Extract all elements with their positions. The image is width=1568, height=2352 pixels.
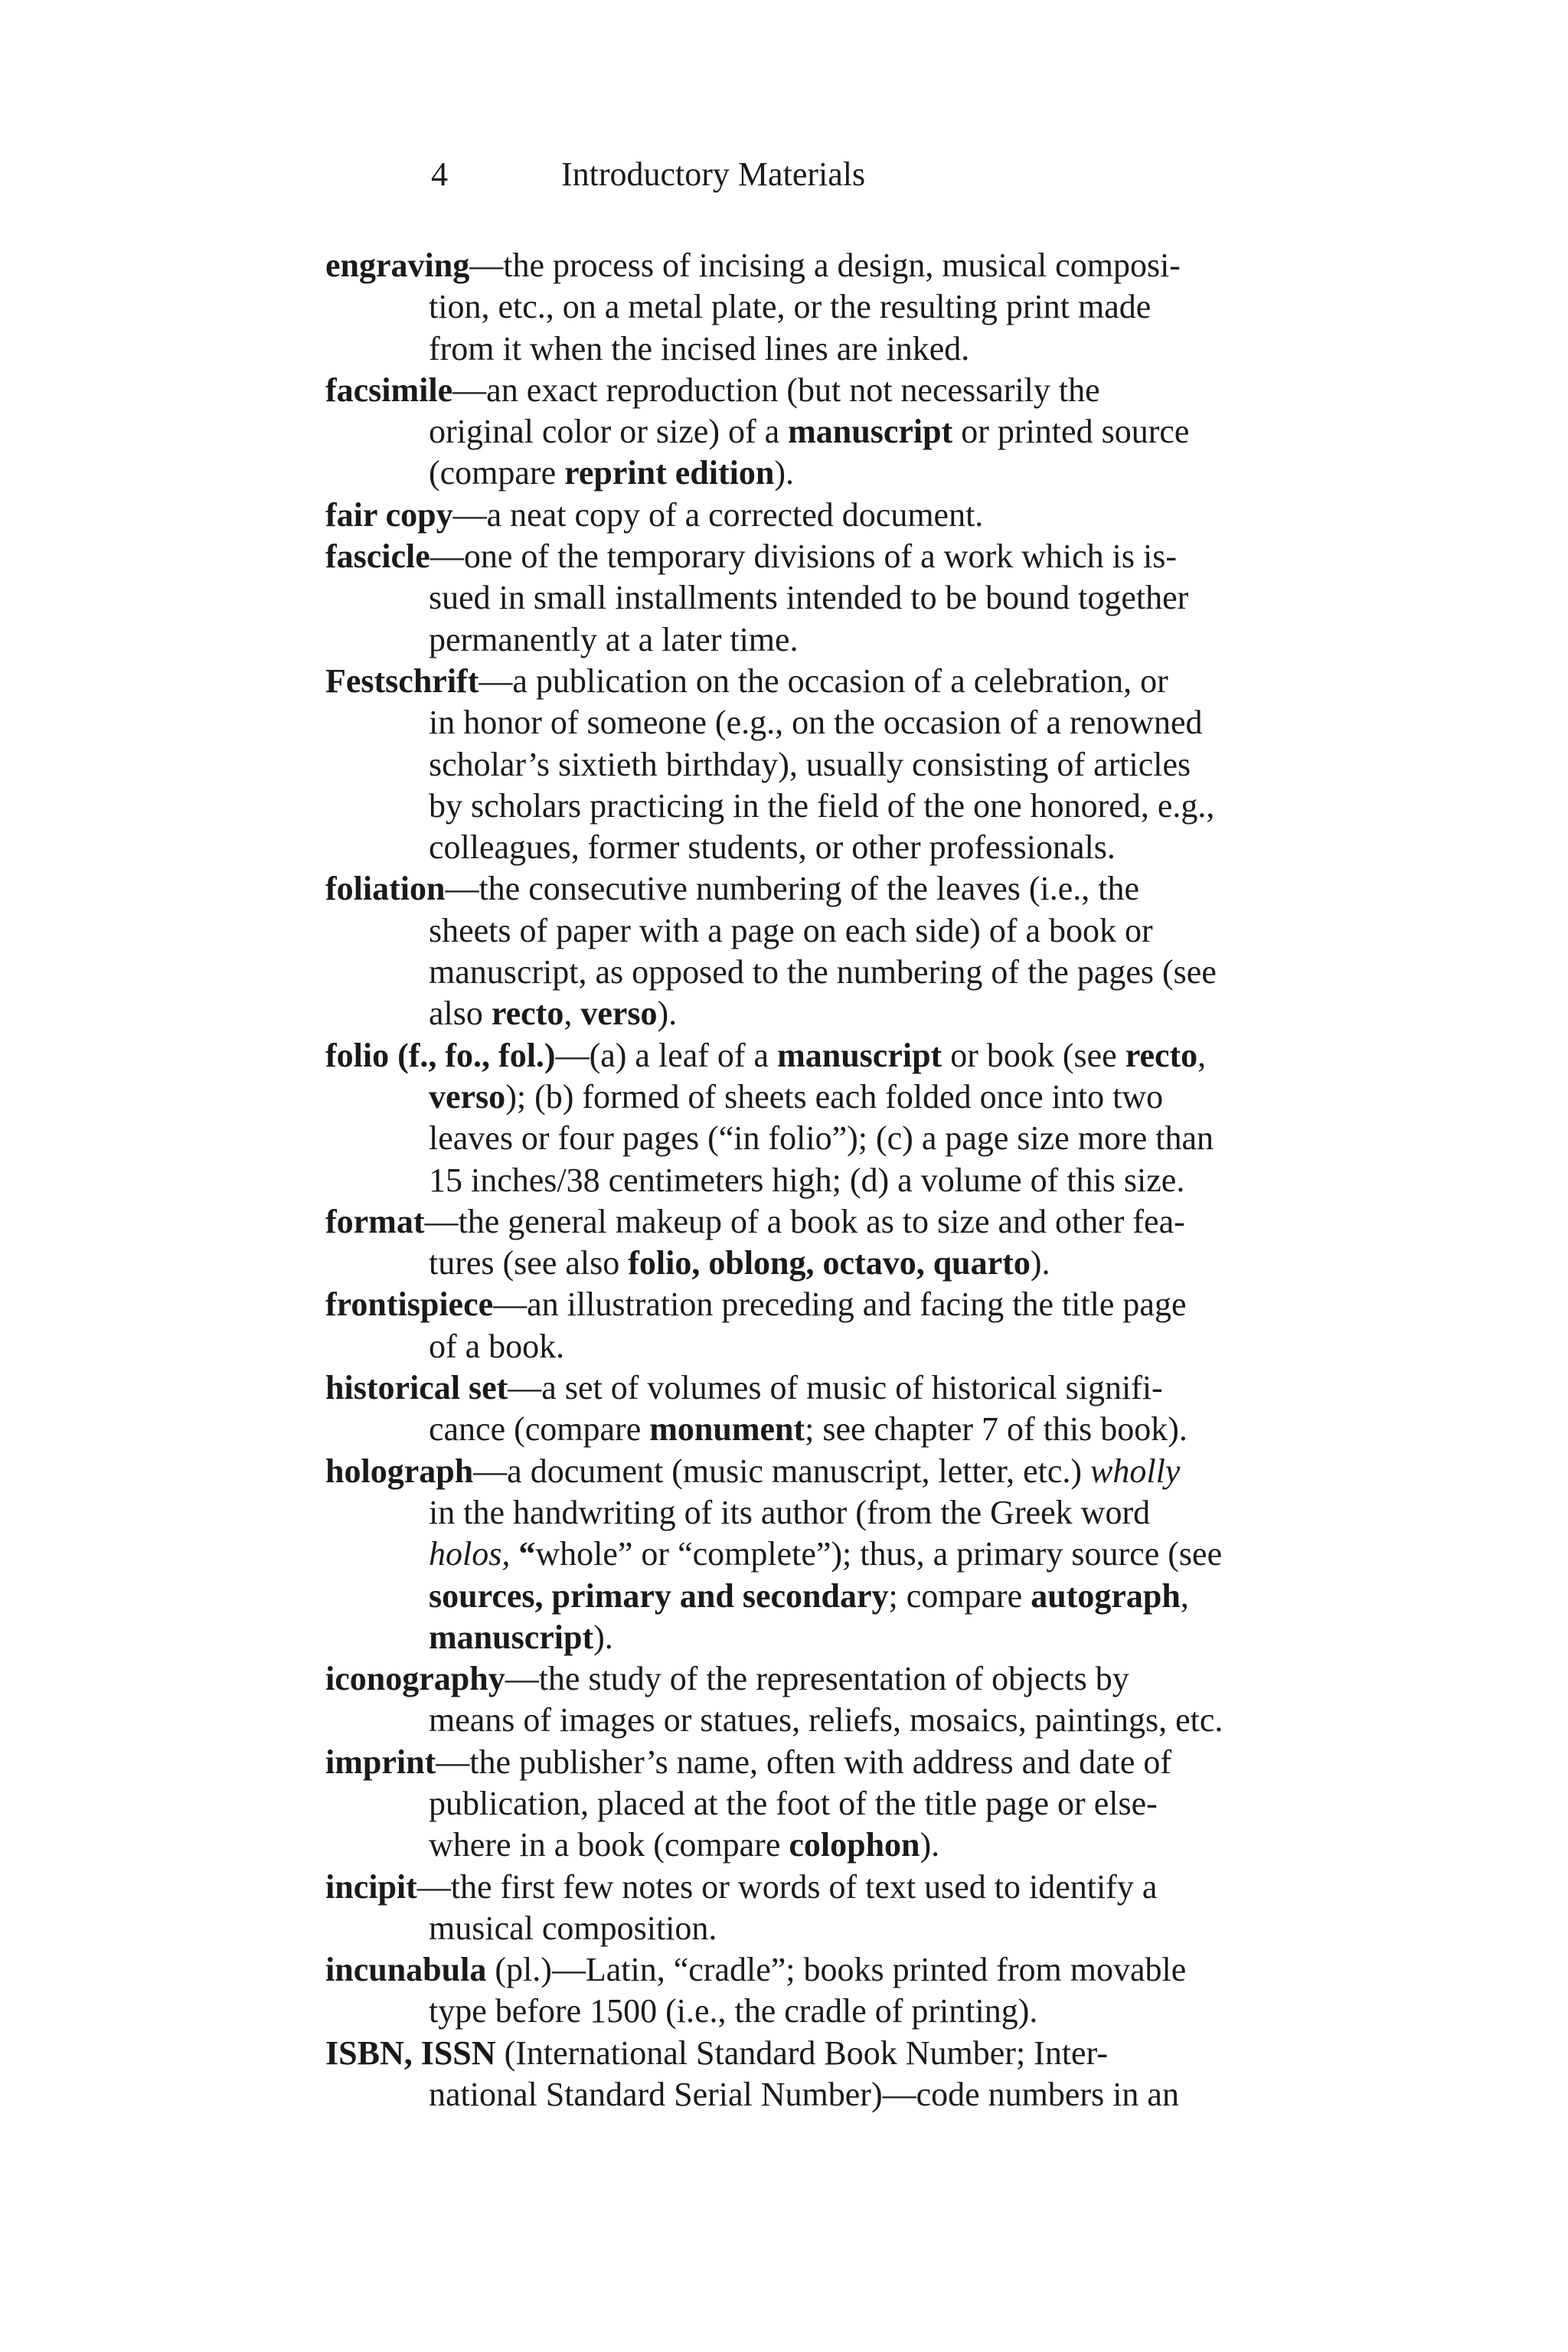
cross-reference: manuscript [788,413,953,451]
entry-term: fair copy [325,495,453,534]
definition-text: ). [920,1826,940,1864]
definition-text: by scholars practicing in the field of the one honored, e.g., [429,786,1215,825]
cross-reference: “ [518,1535,536,1573]
definition-text: national Standard Serial Number)—code numbers in an [429,2076,1179,2114]
definition-text: (compare [429,454,565,492]
definition-text: publication, placed at the foot of the title page or else- [429,1784,1158,1822]
glossary-entries [325,245,1382,2115]
definition-text: ). [1030,1244,1050,1282]
definition-text: cance (compare [429,1410,650,1449]
definition-text: ). [593,1618,613,1656]
entry-term: incipit [325,1867,417,1906]
definition-text: ; compare [888,1576,1031,1615]
definition-text: means of images or statues, reliefs, mosaics, paintings, etc. [429,1701,1223,1740]
cross-reference: folio, oblong, octavo, quarto [628,1244,1031,1282]
entry-term: format [325,1202,425,1240]
glossary-entry-fascicle [325,536,1382,661]
entry-term: iconography [325,1660,505,1698]
definition-text: (pl.)—Latin, “cradle”; books printed from movable [486,1951,1187,1989]
glossary-entry-historical-set [325,1367,1382,1451]
cross-reference: manuscript [777,1036,942,1074]
definition-text: in honor of someone (e.g., on the occasion of a renowned [429,704,1203,742]
glossary-entry-imprint [325,1742,1382,1867]
glossary-entry-incipit [325,1867,1382,1950]
entry-term: Festschrift [325,662,479,700]
definition-text: ; see chapter 7 of this book). [805,1410,1187,1449]
definition-text: ); (b) formed of sheets each folded once into two [505,1077,1164,1116]
entry-term: imprint [325,1743,436,1781]
entry-term: ISBN, ISSN [325,2034,496,2072]
definition-text: in the handwriting of its author (from the Greek word [429,1493,1151,1531]
definition-text: —the publisher’s name, often with address and date of [436,1743,1172,1781]
definition-text: or printed source [952,413,1190,451]
glossary-entry-fair-copy [325,495,1382,536]
glossary-entry-incunabula [325,1949,1382,2033]
cross-reference: monument [649,1410,805,1449]
definition-text: from it when the incised lines are inked. [429,329,970,368]
running-head [431,153,865,196]
cross-reference: verso [429,1077,506,1116]
entry-term: incunabula [325,1951,487,1989]
glossary-entry-isbn-issn [325,2033,1382,2116]
definition-text: ). [657,995,678,1033]
definition-text: type before 1500 (i.e., the cradle of printing). [429,1992,1038,2030]
entry-term: facsimile [325,371,453,409]
definition-text: —one of the temporary divisions of a work which is is- [430,537,1177,576]
definition-text: , [1197,1036,1207,1074]
definition-text: —an illustration preceding and facing the title page [493,1285,1187,1324]
entry-term: foliation [325,870,446,908]
cross-reference: sources, primary and secondary [429,1576,889,1615]
entry-term: engraving [325,247,470,284]
definition-text: —a neat copy of a corrected document. [452,495,984,534]
entry-term: folio (f., fo., fol.) [325,1036,556,1074]
definition-text: —a set of volumes of music of historical signifi- [508,1369,1163,1407]
definition-text: whole” or “complete”); thus, a primary source (see [535,1535,1223,1573]
entry-term: holograph [325,1452,474,1490]
glossary-entry-format [325,1201,1382,1285]
page-number: 4 [431,155,448,193]
entry-term: historical set [325,1369,508,1407]
glossary-entry-iconography [325,1658,1382,1742]
definition-text: —the general makeup of a book as to size and other fea- [424,1202,1185,1240]
running-title: Introductory Materials [561,155,866,193]
definition-text: sheets of paper with a page on each side) of a book or [429,911,1153,949]
glossary-entry-frontispiece [325,1284,1382,1367]
definition-text: also [429,995,492,1033]
definition-text: —an exact reproduction (but not necessarily the [452,371,1100,409]
definition-text: , [1180,1576,1189,1615]
glossary-entry-festschrift [325,661,1382,868]
cross-reference: recto [1125,1036,1198,1074]
glossary-entry-holograph [325,1451,1382,1658]
italic-text: wholly [1090,1452,1181,1490]
glossary-entry-engraving [325,245,1382,370]
cross-reference: autograph [1031,1576,1181,1615]
definition-text: —the consecutive numbering of the leaves (i.e., the [445,870,1140,908]
cross-reference: manuscript [429,1618,594,1656]
italic-text: holos, [429,1535,519,1573]
definition-text: tures (see also [429,1244,629,1282]
definition-text: ). [774,454,794,492]
glossary-entry-folio [325,1035,1382,1201]
definition-text: —(a) a leaf of a [555,1036,778,1074]
definition-text: —the study of the representation of objects by [505,1660,1129,1698]
definition-text: colleagues, former students, or other professionals. [429,828,1116,867]
definition-text: original color or size) of a [429,413,789,451]
definition-text: tion, etc., on a metal plate, or the resulting print made [429,288,1152,326]
entry-term: fascicle [325,537,430,576]
cross-reference: colophon [789,1826,920,1864]
definition-text: —the process of incising a design, musical composi- [469,247,1181,284]
definition-text: scholar’s sixtieth birthday), usually consisting of articles [429,745,1191,783]
definition-text: leaves or four pages (“in folio”); (c) a page size more than [429,1119,1214,1158]
definition-text: —a publication on the occasion of a celebration, or [479,662,1168,700]
definition-text: of a book. [429,1327,565,1365]
definition-text: —the first few notes or words of text used to identify a [416,1867,1158,1906]
definition-text: where in a book (compare [429,1826,789,1864]
cross-reference: verso [580,995,658,1033]
cross-reference: reprint edition [564,454,775,492]
definition-text: 15 inches/38 centimeters high; (d) a volume of this size. [429,1161,1185,1199]
cross-reference: recto [491,995,564,1033]
definition-text: sued in small installments intended to be bound together [429,579,1189,617]
definition-text: musical composition. [429,1909,717,1947]
glossary-entry-facsimile [325,370,1382,495]
definition-text: , [564,995,581,1033]
definition-text: (International Standard Book Number; Inter- [495,2034,1108,2072]
glossary-entry-foliation [325,868,1382,1034]
definition-text: manuscript, as opposed to the numbering of the pages (see [429,953,1217,991]
definition-text: —a document (music manuscript, letter, etc.) [473,1452,1091,1490]
definition-text: or book (see [942,1036,1125,1074]
entry-term: frontispiece [325,1285,494,1324]
definition-text: permanently at a later time. [429,620,799,658]
